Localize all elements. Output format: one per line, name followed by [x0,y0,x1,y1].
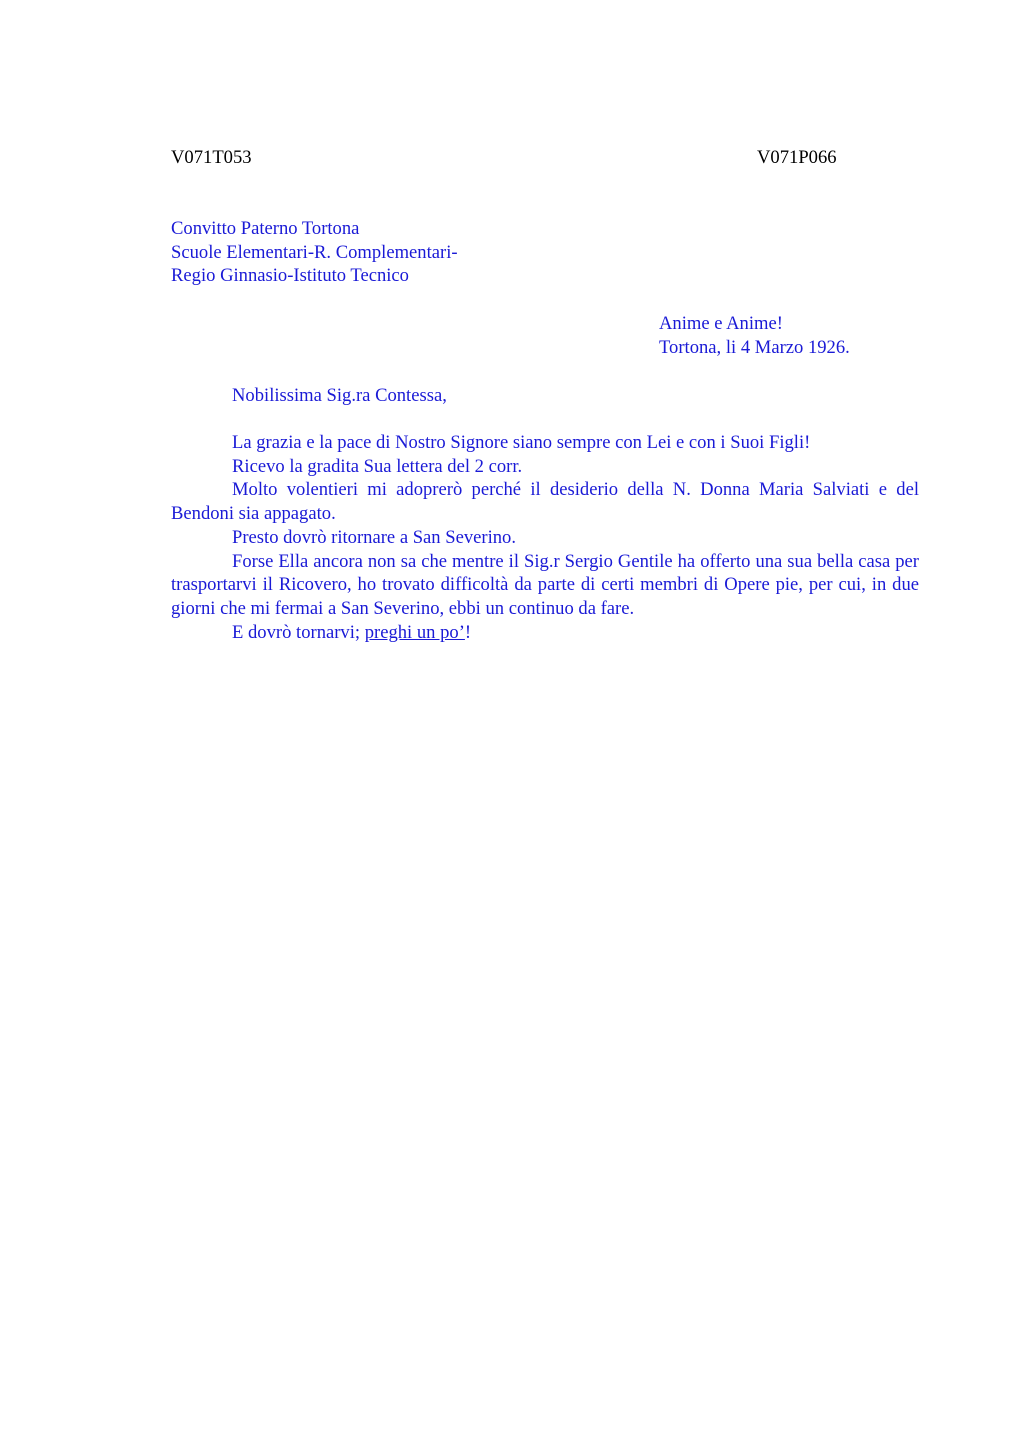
letter-body [171,431,919,644]
paragraph-1: La grazia e la pace di Nostro Signore siano sempre con Lei e con i Suoi Figli! [232,432,811,453]
letterhead-line-1: Convitto Paterno Tortona [171,218,360,239]
paragraph-2: Ricevo la gradita Sua lettera del 2 corr. [232,455,523,477]
letterhead-line-3: Regio Ginnasio-Istituto Tecnico [171,265,409,287]
document-code-right: V071P066 [757,147,837,168]
closing-end: ! [464,621,472,643]
closing-text: E dovrò tornarvi; [232,621,365,643]
salutation: Nobilissima Sig.ra Contessa, [232,385,447,406]
paragraph-4: Presto dovrò ritornare a San Severino. [232,526,516,548]
paragraph-3: Molto volentieri mi adoprerò perché il desiderio della N. Donna Maria Salviati e del Bendoni sia appagato. [171,479,919,525]
place-date: Tortona, li 4 Marzo 1926. [659,336,850,358]
paragraph-5: Forse Ella ancora non sa che mentre il Sig.r Sergio Gentile ha offerto una sua bella casa per trasportarvi il Ricovero, ho trovato difficoltà da parte di certi membri di Opere pie, per cui, in due giorni che mi fermai a San Severino, ebbi un continuo da fare. [171,550,919,619]
motto: Anime e Anime! [659,313,783,334]
letterhead [171,217,458,288]
dateline [659,312,850,359]
letterhead-line-2: Scuole Elementari-R. Complementari- [171,241,458,263]
closing-paragraph [171,621,919,645]
closing-underlined-text: preghi un po’ [364,621,465,643]
document-code-left: V071T053 [171,147,252,168]
